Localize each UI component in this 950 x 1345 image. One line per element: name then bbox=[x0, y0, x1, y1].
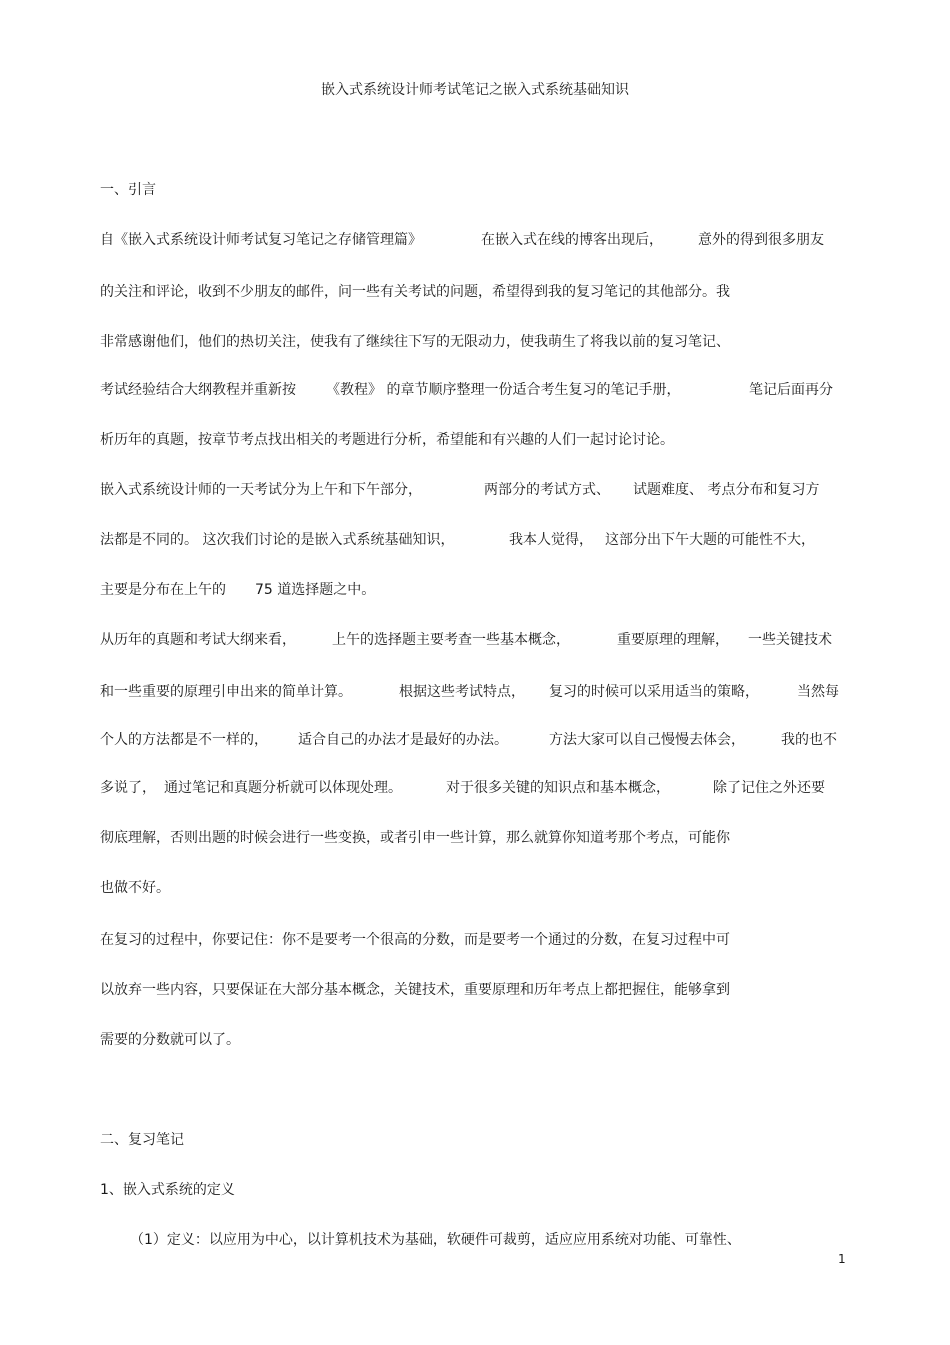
paragraph-line: 需要的分数就可以了。 bbox=[100, 1032, 240, 1048]
text-segment: 多说了， bbox=[100, 780, 156, 796]
paragraph-line: 非常感谢他们，他们的热切关注，使我有了继续往下写的无限动力，使我萌生了将我以前的复习笔记、 bbox=[100, 334, 730, 350]
page-title: 嵌入式系统设计师考试笔记之嵌入式系统基础知识 bbox=[321, 82, 629, 98]
section-heading-review-notes: 二、复习笔记 bbox=[100, 1132, 184, 1148]
text-segment: 通过笔记和真题分析就可以体现处理。 bbox=[164, 780, 402, 796]
paragraph-line bbox=[100, 778, 860, 798]
text-segment: 在嵌入式在线的博客出现后， bbox=[481, 232, 663, 248]
text-segment: 个人的方法都是不一样的， bbox=[100, 732, 268, 748]
text-segment: 除了记住之外还要 bbox=[713, 780, 825, 796]
paragraph-line bbox=[100, 480, 860, 500]
text-segment: 主要是分布在上午的 bbox=[100, 582, 226, 598]
text-segment: 我本人觉得， bbox=[509, 532, 593, 548]
paragraph-line: 在复习的过程中，你要记住：你不是要考一个很高的分数，而是要考一个通过的分数，在复习过程中可 bbox=[100, 932, 730, 948]
text-segment: 复习的时候可以采用适当的策略， bbox=[549, 684, 759, 700]
text-segment: 自《嵌入式系统设计师考试复习笔记之存储管理篇》 bbox=[100, 232, 422, 248]
paragraph-line bbox=[100, 630, 860, 650]
paragraph-line bbox=[100, 580, 860, 600]
paragraph-line bbox=[100, 530, 860, 550]
subsection-heading: 1、嵌入式系统的定义 bbox=[100, 1182, 235, 1198]
paragraph-line bbox=[100, 682, 860, 702]
text-segment: 两部分的考试方式、 bbox=[484, 482, 610, 498]
text-segment: 我的也不 bbox=[781, 732, 837, 748]
text-segment: 适合自己的办法才是最好的办法。 bbox=[298, 732, 508, 748]
text-segment: 对于很多关键的知识点和基本概念， bbox=[446, 780, 670, 796]
text-segment: 这部分出下午大题的可能性不大， bbox=[605, 532, 815, 548]
text-segment: 重要原理的理解， bbox=[617, 632, 729, 648]
paragraph-line bbox=[100, 730, 860, 750]
text-segment: 《教程》 的章节顺序整理一份适合考生复习的笔记手册， bbox=[326, 382, 681, 398]
definition-line: （1）定义：以应用为中心，以计算机技术为基础，软硬件可裁剪，适应应用系统对功能、可靠性、 bbox=[130, 1232, 741, 1248]
text-segment: 意外的得到很多朋友 bbox=[698, 232, 824, 248]
text-segment: 从历年的真题和考试大纲来看， bbox=[100, 632, 296, 648]
text-segment: 嵌入式系统设计师的一天考试分为上午和下午部分， bbox=[100, 482, 422, 498]
text-segment: 方法大家可以自己慢慢去体会， bbox=[549, 732, 745, 748]
text-segment: 考试经验结合大纲教程并重新按 bbox=[100, 382, 296, 398]
text-segment: 笔记后面再分 bbox=[749, 382, 833, 398]
paragraph-line bbox=[100, 230, 860, 250]
paragraph-line: 也做不好。 bbox=[100, 880, 170, 896]
section-heading-intro: 一、引言 bbox=[100, 182, 156, 198]
paragraph-line: 彻底理解，否则出题的时候会进行一些变换，或者引申一些计算，那么就算你知道考那个考点，可能你 bbox=[100, 830, 730, 846]
paragraph-line: 以放弃一些内容，只要保证在大部分基本概念，关键技术，重要原理和历年考点上都把握住，能够拿到 bbox=[100, 982, 730, 998]
page-number: 1 bbox=[838, 1252, 846, 1266]
paragraph-line bbox=[100, 380, 860, 400]
paragraph-line: 析历年的真题，按章节考点找出相关的考题进行分析，希望能和有兴趣的人们一起讨论讨论。 bbox=[100, 432, 674, 448]
text-segment: 一些关键技术 bbox=[748, 632, 832, 648]
text-segment: 75 道选择题之中。 bbox=[255, 582, 376, 598]
text-segment: 和一些重要的原理引申出来的简单计算。 bbox=[100, 684, 352, 700]
text-segment: 当然每 bbox=[797, 684, 839, 700]
text-segment: 试题难度、 考点分布和复习方 bbox=[633, 482, 820, 498]
text-segment: 法都是不同的。 这次我们讨论的是嵌入式系统基础知识， bbox=[100, 532, 455, 548]
text-segment: 上午的选择题主要考查一些基本概念， bbox=[332, 632, 570, 648]
text-segment: 根据这些考试特点， bbox=[399, 684, 525, 700]
paragraph-line: 的关注和评论，收到不少朋友的邮件，问一些有关考试的问题，希望得到我的复习笔记的其他部分。我 bbox=[100, 284, 730, 300]
